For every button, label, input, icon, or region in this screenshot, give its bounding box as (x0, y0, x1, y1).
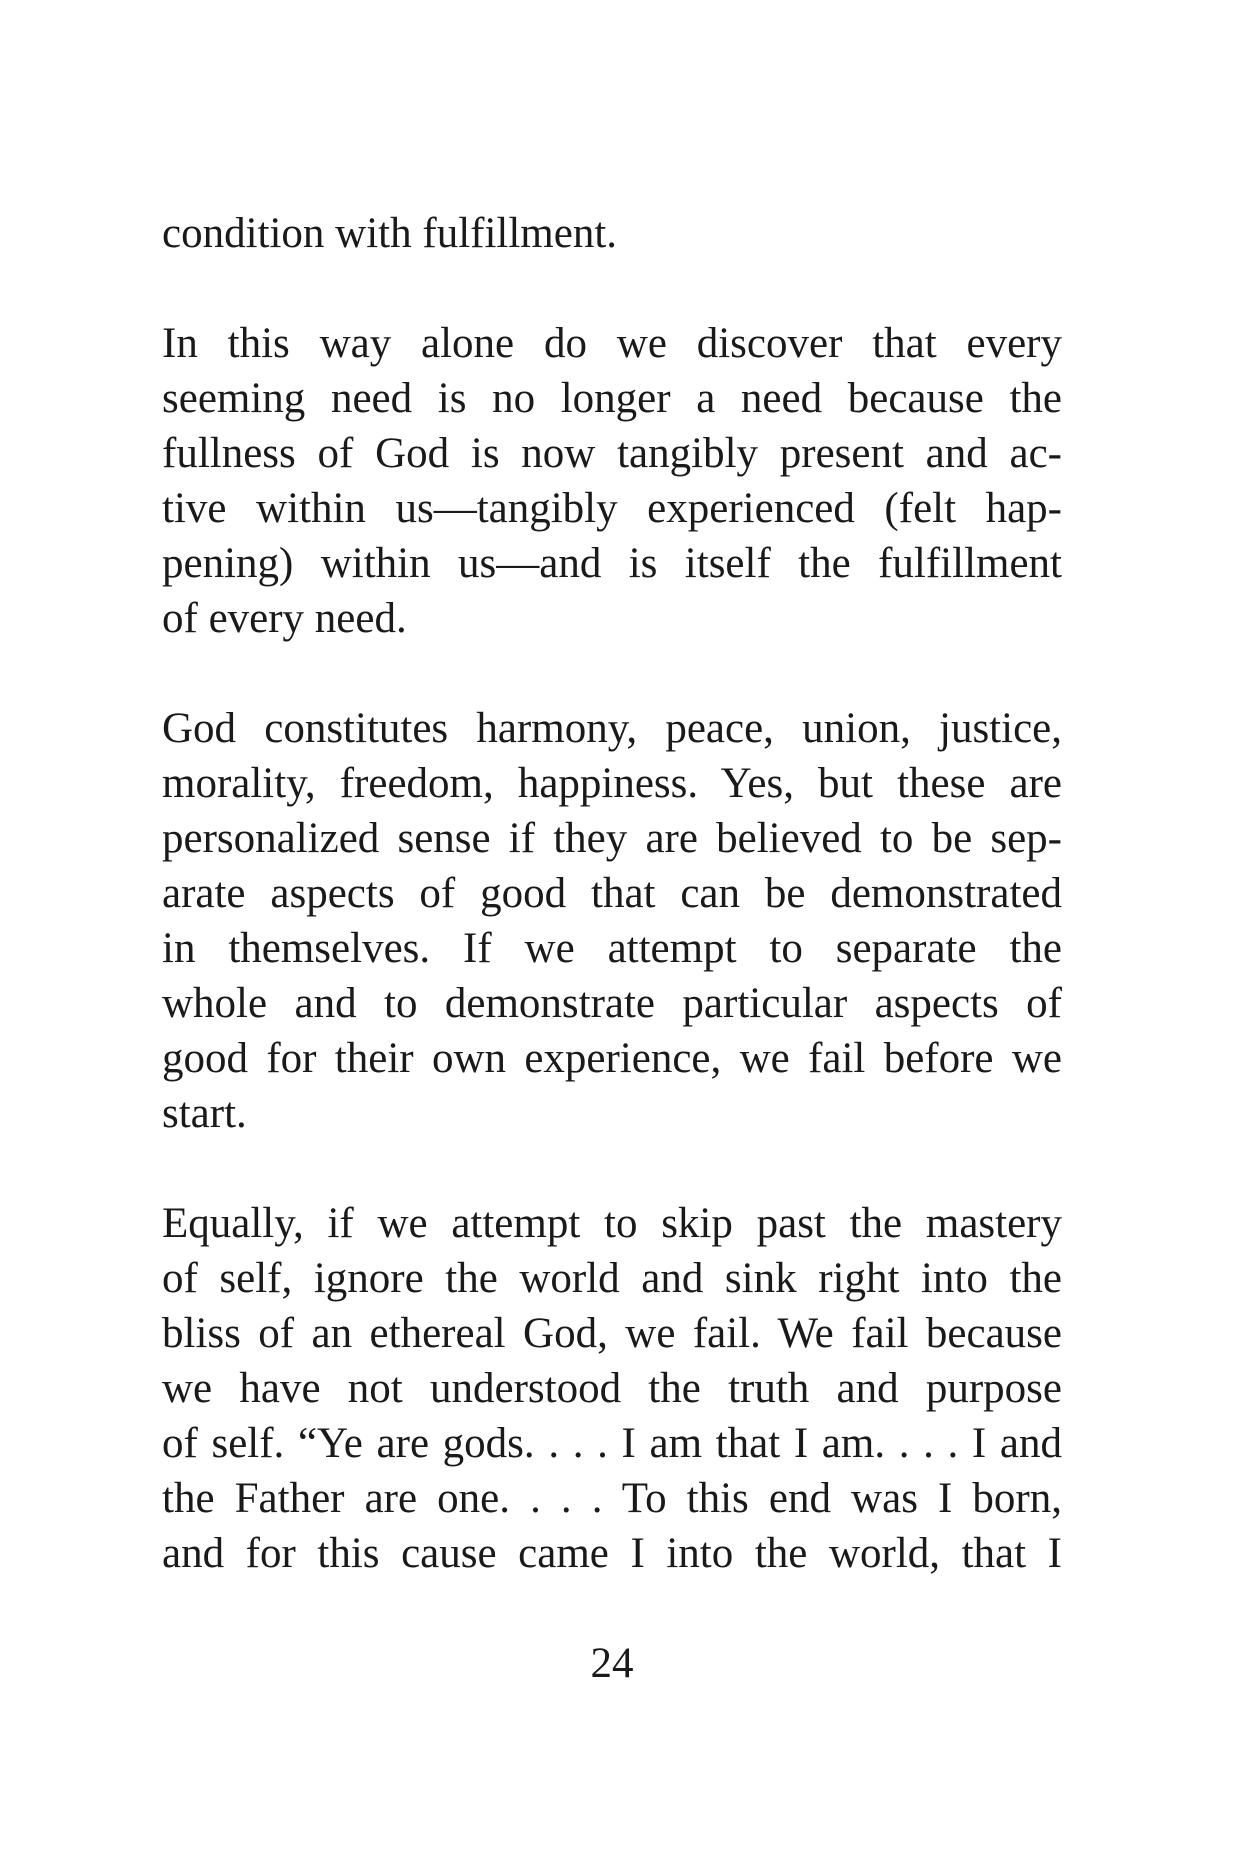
text-line: Equally, if we attempt to skip past the mastery (162, 1200, 1062, 1247)
text-line: morality, freedom, happiness. Yes, but these are (162, 760, 1062, 807)
paragraph (162, 701, 1062, 1141)
paragraph (162, 206, 1062, 261)
text-line: in themselves. If we attempt to separate the (162, 925, 1062, 972)
text-line: personalized sense if they are believed to be sep- (162, 815, 1062, 862)
page-number: 24 (590, 1640, 634, 1687)
text-line: fullness of God is now tangibly present and ac- (162, 430, 1062, 477)
text-line: condition with fulfillment. (162, 210, 618, 257)
text-line: God constitutes harmony, peace, union, justice, (162, 705, 1062, 752)
text-line: pening) within us—and is itself the fulfillment (162, 540, 1062, 587)
text-line: good for their own experience, we fail before we (162, 1035, 1062, 1082)
text-line: start. (162, 1090, 247, 1137)
text-line: tive within us—tangibly experienced (felt hap- (162, 485, 1062, 532)
text-line: we have not understood the truth and purpose (162, 1365, 1062, 1412)
text-line: of self, ignore the world and sink right into the (162, 1255, 1062, 1302)
text-line: the Father are one. . . . To this end was I born, (162, 1475, 1062, 1522)
text-line: arate aspects of good that can be demonstrated (162, 870, 1062, 917)
paragraph (162, 316, 1062, 646)
text-line: and for this cause came I into the world, that I (162, 1530, 1062, 1577)
text-block (162, 206, 1062, 1581)
text-line: whole and to demonstrate particular aspects of (162, 980, 1062, 1027)
paragraph (162, 1196, 1062, 1581)
text-line: of self. “Ye are gods. . . . I am that I am. . . . I and (162, 1420, 1062, 1467)
text-line: seeming need is no longer a need because the (162, 375, 1062, 422)
text-line: bliss of an ethereal God, we fail. We fail because (162, 1310, 1062, 1357)
text-line: of every need. (162, 595, 407, 642)
text-line: In this way alone do we discover that every (162, 320, 1062, 367)
